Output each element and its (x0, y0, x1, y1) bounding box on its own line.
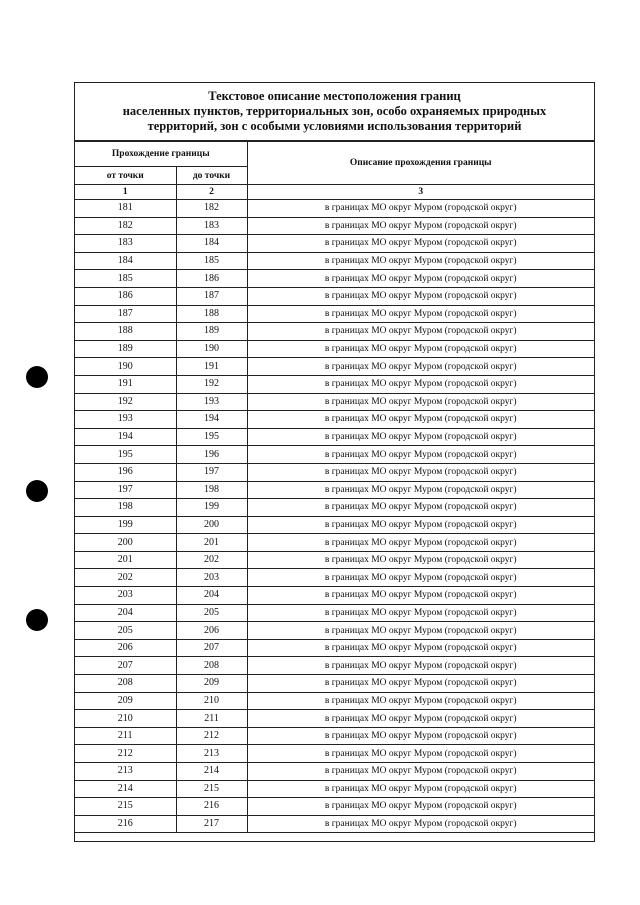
cell-description: в границах МО округ Муром (городской округ) (247, 692, 594, 710)
cell-from-point: 181 (75, 200, 176, 218)
cell-to-point: 183 (176, 217, 247, 235)
table-row (75, 763, 594, 781)
cell-description: в границах МО округ Муром (городской округ) (247, 235, 594, 253)
cell-description: в границах МО округ Муром (городской округ) (247, 639, 594, 657)
cell-from-point: 196 (75, 463, 176, 481)
table-row (75, 569, 594, 587)
cell-description: в границах МО округ Муром (городской округ) (247, 499, 594, 517)
cell-from-point: 191 (75, 375, 176, 393)
cell-description: в границах МО округ Муром (городской округ) (247, 534, 594, 552)
cell-from-point: 185 (75, 270, 176, 288)
cell-from-point: 186 (75, 287, 176, 305)
table-row (75, 446, 594, 464)
cell-description: в границах МО округ Муром (городской округ) (247, 393, 594, 411)
table-row (75, 551, 594, 569)
header-col-2: 2 (176, 185, 247, 200)
document-frame (74, 82, 595, 842)
header-passage: Прохождение границы (75, 142, 247, 167)
cell-description: в границах МО округ Муром (городской округ) (247, 516, 594, 534)
cell-from-point: 203 (75, 587, 176, 605)
title-line-3: территорий, зон с особыми условиями использования территорий (147, 119, 522, 133)
cell-description: в границах МО округ Муром (городской округ) (247, 270, 594, 288)
cell-to-point: 199 (176, 499, 247, 517)
table-row (75, 516, 594, 534)
cell-description: в границах МО округ Муром (городской округ) (247, 745, 594, 763)
table-row (75, 463, 594, 481)
cell-from-point: 189 (75, 340, 176, 358)
cell-from-point: 212 (75, 745, 176, 763)
table-row (75, 675, 594, 693)
cell-from-point: 194 (75, 428, 176, 446)
cell-to-point: 194 (176, 411, 247, 429)
title-line-2: населенных пунктов, территориальных зон, особо охраняемых природных (122, 104, 547, 118)
cell-to-point: 212 (176, 727, 247, 745)
cell-to-point: 209 (176, 675, 247, 693)
cell-from-point: 184 (75, 252, 176, 270)
table-row (75, 252, 594, 270)
table-row (75, 393, 594, 411)
cell-description: в границах МО округ Муром (городской округ) (247, 287, 594, 305)
cell-from-point: 199 (75, 516, 176, 534)
title-line-1: Текстовое описание местоположения границ (208, 89, 461, 103)
header-to-point: до точки (176, 167, 247, 185)
table-row (75, 657, 594, 675)
table-row (75, 270, 594, 288)
table-row (75, 375, 594, 393)
cell-to-point: 200 (176, 516, 247, 534)
cell-description: в границах МО округ Муром (городской округ) (247, 763, 594, 781)
cell-description: в границах МО округ Муром (городской округ) (247, 305, 594, 323)
cell-from-point: 187 (75, 305, 176, 323)
cell-from-point: 210 (75, 710, 176, 728)
table-row (75, 727, 594, 745)
cell-description: в границах МО округ Муром (городской округ) (247, 200, 594, 218)
cell-to-point: 191 (176, 358, 247, 376)
cell-from-point: 206 (75, 639, 176, 657)
cell-to-point: 195 (176, 428, 247, 446)
table-row (75, 587, 594, 605)
table-row (75, 287, 594, 305)
cell-description: в границах МО округ Муром (городской округ) (247, 710, 594, 728)
cell-description: в границах МО округ Муром (городской округ) (247, 428, 594, 446)
cell-to-point: 215 (176, 780, 247, 798)
cell-description: в границах МО округ Муром (городской округ) (247, 657, 594, 675)
cell-from-point: 188 (75, 323, 176, 341)
cell-to-point: 187 (176, 287, 247, 305)
cell-from-point: 182 (75, 217, 176, 235)
cell-description: в границах МО округ Муром (городской округ) (247, 587, 594, 605)
cell-description: в границах МО округ Муром (городской округ) (247, 411, 594, 429)
table-row (75, 815, 594, 833)
cell-to-point: 197 (176, 463, 247, 481)
cell-from-point: 192 (75, 393, 176, 411)
cell-to-point: 214 (176, 763, 247, 781)
cell-from-point: 214 (75, 780, 176, 798)
table-row (75, 710, 594, 728)
cell-from-point: 197 (75, 481, 176, 499)
cell-to-point: 210 (176, 692, 247, 710)
cell-from-point: 208 (75, 675, 176, 693)
table-row (75, 235, 594, 253)
punch-hole (26, 609, 48, 631)
cell-description: в границах МО округ Муром (городской округ) (247, 727, 594, 745)
cell-description: в границах МО округ Муром (городской округ) (247, 551, 594, 569)
cell-from-point: 213 (75, 763, 176, 781)
cell-from-point: 204 (75, 604, 176, 622)
cell-description: в границах МО округ Муром (городской округ) (247, 622, 594, 640)
cell-to-point: 208 (176, 657, 247, 675)
boundary-table (75, 141, 594, 833)
cell-to-point: 198 (176, 481, 247, 499)
cell-to-point: 185 (176, 252, 247, 270)
cell-from-point: 195 (75, 446, 176, 464)
punch-hole (26, 480, 48, 502)
cell-description: в границах МО округ Муром (городской округ) (247, 675, 594, 693)
cell-to-point: 196 (176, 446, 247, 464)
cell-to-point: 188 (176, 305, 247, 323)
cell-description: в границах МО округ Муром (городской округ) (247, 569, 594, 587)
table-row (75, 604, 594, 622)
table-row (75, 200, 594, 218)
table-row (75, 481, 594, 499)
table-row (75, 639, 594, 657)
cell-from-point: 201 (75, 551, 176, 569)
cell-to-point: 189 (176, 323, 247, 341)
table-row (75, 780, 594, 798)
header-col-1: 1 (75, 185, 176, 200)
cell-description: в границах МО округ Муром (городской округ) (247, 252, 594, 270)
cell-to-point: 211 (176, 710, 247, 728)
cell-from-point: 211 (75, 727, 176, 745)
cell-to-point: 203 (176, 569, 247, 587)
cell-to-point: 206 (176, 622, 247, 640)
cell-description: в границах МО округ Муром (городской округ) (247, 780, 594, 798)
table-row (75, 358, 594, 376)
cell-to-point: 207 (176, 639, 247, 657)
cell-from-point: 190 (75, 358, 176, 376)
table-row (75, 622, 594, 640)
cell-from-point: 215 (75, 798, 176, 816)
cell-description: в границах МО округ Муром (городской округ) (247, 604, 594, 622)
cell-description: в границах МО округ Муром (городской округ) (247, 798, 594, 816)
cell-from-point: 193 (75, 411, 176, 429)
cell-to-point: 201 (176, 534, 247, 552)
cell-to-point: 217 (176, 815, 247, 833)
table-row (75, 499, 594, 517)
cell-to-point: 213 (176, 745, 247, 763)
table-row (75, 411, 594, 429)
cell-to-point: 184 (176, 235, 247, 253)
cell-from-point: 205 (75, 622, 176, 640)
cell-from-point: 202 (75, 569, 176, 587)
cell-to-point: 202 (176, 551, 247, 569)
table-row (75, 692, 594, 710)
cell-to-point: 182 (176, 200, 247, 218)
cell-description: в границах МО округ Муром (городской округ) (247, 358, 594, 376)
cell-from-point: 209 (75, 692, 176, 710)
cell-from-point: 216 (75, 815, 176, 833)
table-row (75, 305, 594, 323)
cell-description: в границах МО округ Муром (городской округ) (247, 481, 594, 499)
cell-description: в границах МО округ Муром (городской округ) (247, 340, 594, 358)
table-row (75, 798, 594, 816)
cell-from-point: 183 (75, 235, 176, 253)
cell-description: в границах МО округ Муром (городской округ) (247, 815, 594, 833)
document-title (75, 83, 594, 141)
table-row (75, 323, 594, 341)
table-row (75, 745, 594, 763)
table-row (75, 340, 594, 358)
cell-from-point: 198 (75, 499, 176, 517)
cell-to-point: 193 (176, 393, 247, 411)
cell-from-point: 207 (75, 657, 176, 675)
header-from-point: от точки (75, 167, 176, 185)
cell-to-point: 192 (176, 375, 247, 393)
cell-to-point: 205 (176, 604, 247, 622)
header-col-3: 3 (247, 185, 594, 200)
cell-description: в границах МО округ Муром (городской округ) (247, 375, 594, 393)
cell-description: в границах МО округ Муром (городской округ) (247, 446, 594, 464)
cell-from-point: 200 (75, 534, 176, 552)
cell-description: в границах МО округ Муром (городской округ) (247, 323, 594, 341)
table-row (75, 428, 594, 446)
cell-to-point: 190 (176, 340, 247, 358)
table-row (75, 217, 594, 235)
header-description: Описание прохождения границы (247, 142, 594, 185)
cell-to-point: 186 (176, 270, 247, 288)
cell-description: в границах МО округ Муром (городской округ) (247, 463, 594, 481)
table-row (75, 534, 594, 552)
punch-hole (26, 366, 48, 388)
cell-description: в границах МО округ Муром (городской округ) (247, 217, 594, 235)
cell-to-point: 204 (176, 587, 247, 605)
cell-to-point: 216 (176, 798, 247, 816)
